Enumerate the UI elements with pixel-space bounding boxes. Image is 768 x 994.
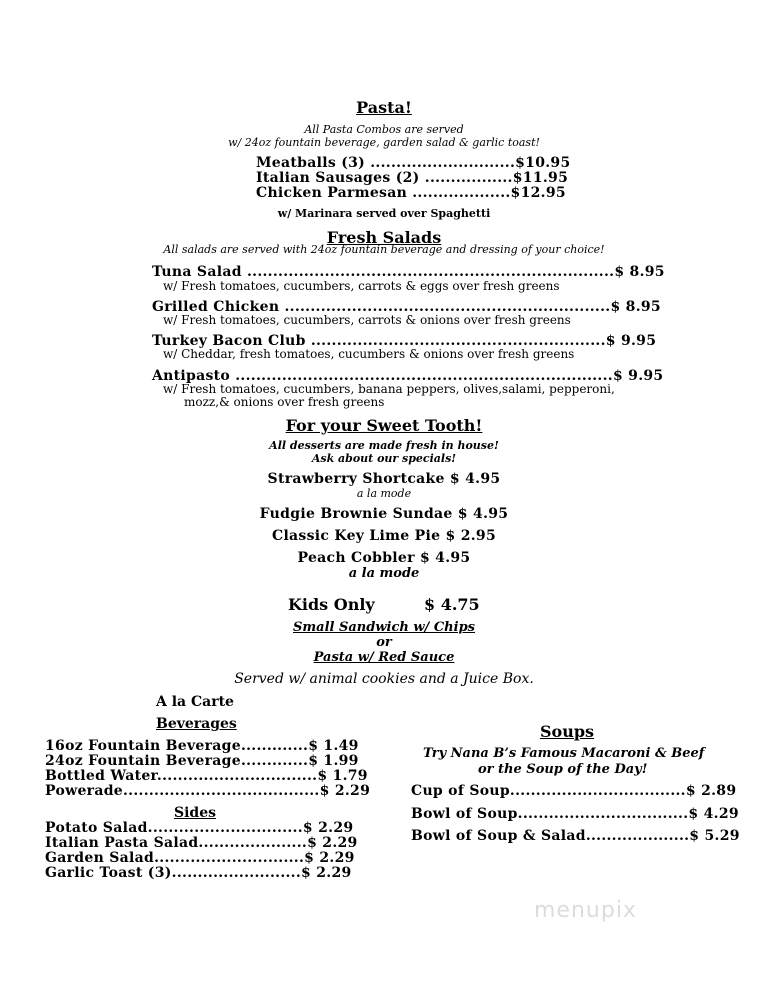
salad-desc-antipasto: w/ Fresh tomatoes, cucumbers, banana peppers, olives,salami, pepperoni, bbox=[163, 382, 615, 396]
soups-note-1: Try Nana B’s Famous Macaroni & Beef bbox=[423, 746, 705, 761]
dessert-item-peach-cobbler: Peach Cobbler $ 4.95 bbox=[297, 550, 471, 566]
pasta-item-sausages: Italian Sausages (2) .................$11.95 bbox=[256, 170, 569, 186]
kids-option-sandwich: Small Sandwich w/ Chips bbox=[293, 620, 475, 635]
salads-note: All salads are served with 24oz fountain beverage and dressing of your choice! bbox=[163, 243, 605, 256]
kids-option-pasta: Pasta w/ Red Sauce bbox=[313, 650, 455, 665]
dessert-item-key-lime-pie: Classic Key Lime Pie $ 2.95 bbox=[272, 528, 496, 544]
dessert-item-strawberry-shortcake: Strawberry Shortcake $ 4.95 bbox=[267, 471, 501, 487]
soups-note-2: or the Soup of the Day! bbox=[478, 762, 648, 777]
sides-heading: Sides bbox=[174, 805, 217, 821]
desserts-note-1: All desserts are made fresh in house! bbox=[269, 439, 499, 452]
salad-desc-grilled-chicken: w/ Fresh tomatoes, cucumbers, carrots & onions over fresh greens bbox=[163, 313, 571, 327]
menupix-watermark: menupix bbox=[534, 898, 637, 923]
salad-desc-turkey-bacon-club: w/ Cheddar, fresh tomatoes, cucumbers & onions over fresh greens bbox=[163, 347, 575, 361]
dessert-item-brownie-sundae: Fudgie Brownie Sundae $ 4.95 bbox=[259, 506, 509, 522]
soups-heading: Soups bbox=[540, 722, 595, 741]
beverage-item-24oz: 24oz Fountain Beverage.............$ 1.99 bbox=[45, 753, 359, 769]
salad-item-antipasto: Antipasto .........................................................................$ 9.95 bbox=[152, 368, 664, 384]
soup-item-bowl: Bowl of Soup.................................$ 4.29 bbox=[411, 806, 739, 822]
side-item-italian-pasta-salad: Italian Pasta Salad.....................$ 2.29 bbox=[45, 835, 358, 851]
pasta-item-meatballs: Meatballs (3) ............................$10.95 bbox=[256, 155, 571, 171]
pasta-item-chicken-parmesan: Chicken Parmesan ...................$12.95 bbox=[256, 185, 566, 201]
salad-item-turkey-bacon-club: Turkey Bacon Club .........................................................$ 9.95 bbox=[152, 333, 657, 349]
kids-price: $ 4.75 bbox=[424, 595, 480, 614]
desserts-note-2: Ask about our specials! bbox=[311, 452, 457, 465]
side-item-garlic-toast: Garlic Toast (3).........................$ 2.29 bbox=[45, 865, 352, 881]
pasta-note-1: All Pasta Combos are served bbox=[304, 123, 464, 136]
beverages-heading: Beverages bbox=[156, 716, 237, 732]
kids-note: Served w/ animal cookies and a Juice Box. bbox=[234, 671, 534, 687]
soup-item-cup: Cup of Soup..................................$ 2.89 bbox=[411, 783, 737, 799]
beverage-item-bottled-water: Bottled Water...............................$ 1.79 bbox=[45, 768, 368, 784]
alacarte-heading: A la Carte bbox=[156, 694, 234, 710]
salads-heading: Fresh Salads bbox=[326, 228, 442, 247]
side-item-potato-salad: Potato Salad..............................$ 2.29 bbox=[45, 820, 354, 836]
salad-item-tuna: Tuna Salad .......................................................................$ 8.95 bbox=[152, 264, 665, 280]
kids-or: or bbox=[376, 635, 392, 650]
dessert-sub-strawberry: a la mode bbox=[356, 487, 412, 500]
desserts-heading: For your Sweet Tooth! bbox=[285, 416, 483, 435]
dessert-sub-peach: a la mode bbox=[348, 566, 420, 581]
pasta-footer: w/ Marinara served over Spaghetti bbox=[277, 207, 491, 220]
side-item-garden-salad: Garden Salad.............................$ 2.29 bbox=[45, 850, 355, 866]
soup-item-bowl-salad: Bowl of Soup & Salad....................$ 5.29 bbox=[411, 828, 740, 844]
kids-heading: Kids Only bbox=[288, 595, 375, 614]
pasta-heading: Pasta! bbox=[356, 98, 412, 117]
beverage-item-powerade: Powerade......................................$ 2.29 bbox=[45, 783, 371, 799]
beverage-item-16oz: 16oz Fountain Beverage.............$ 1.49 bbox=[45, 738, 359, 754]
salad-desc-tuna: w/ Fresh tomatoes, cucumbers, carrots & eggs over fresh greens bbox=[163, 279, 560, 293]
pasta-note-2: w/ 24oz fountain beverage, garden salad & garlic toast! bbox=[228, 136, 540, 149]
salad-desc-antipasto-2: mozz,& onions over fresh greens bbox=[184, 395, 385, 409]
salad-item-grilled-chicken: Grilled Chicken ...............................................................$ 8.95 bbox=[152, 299, 661, 315]
